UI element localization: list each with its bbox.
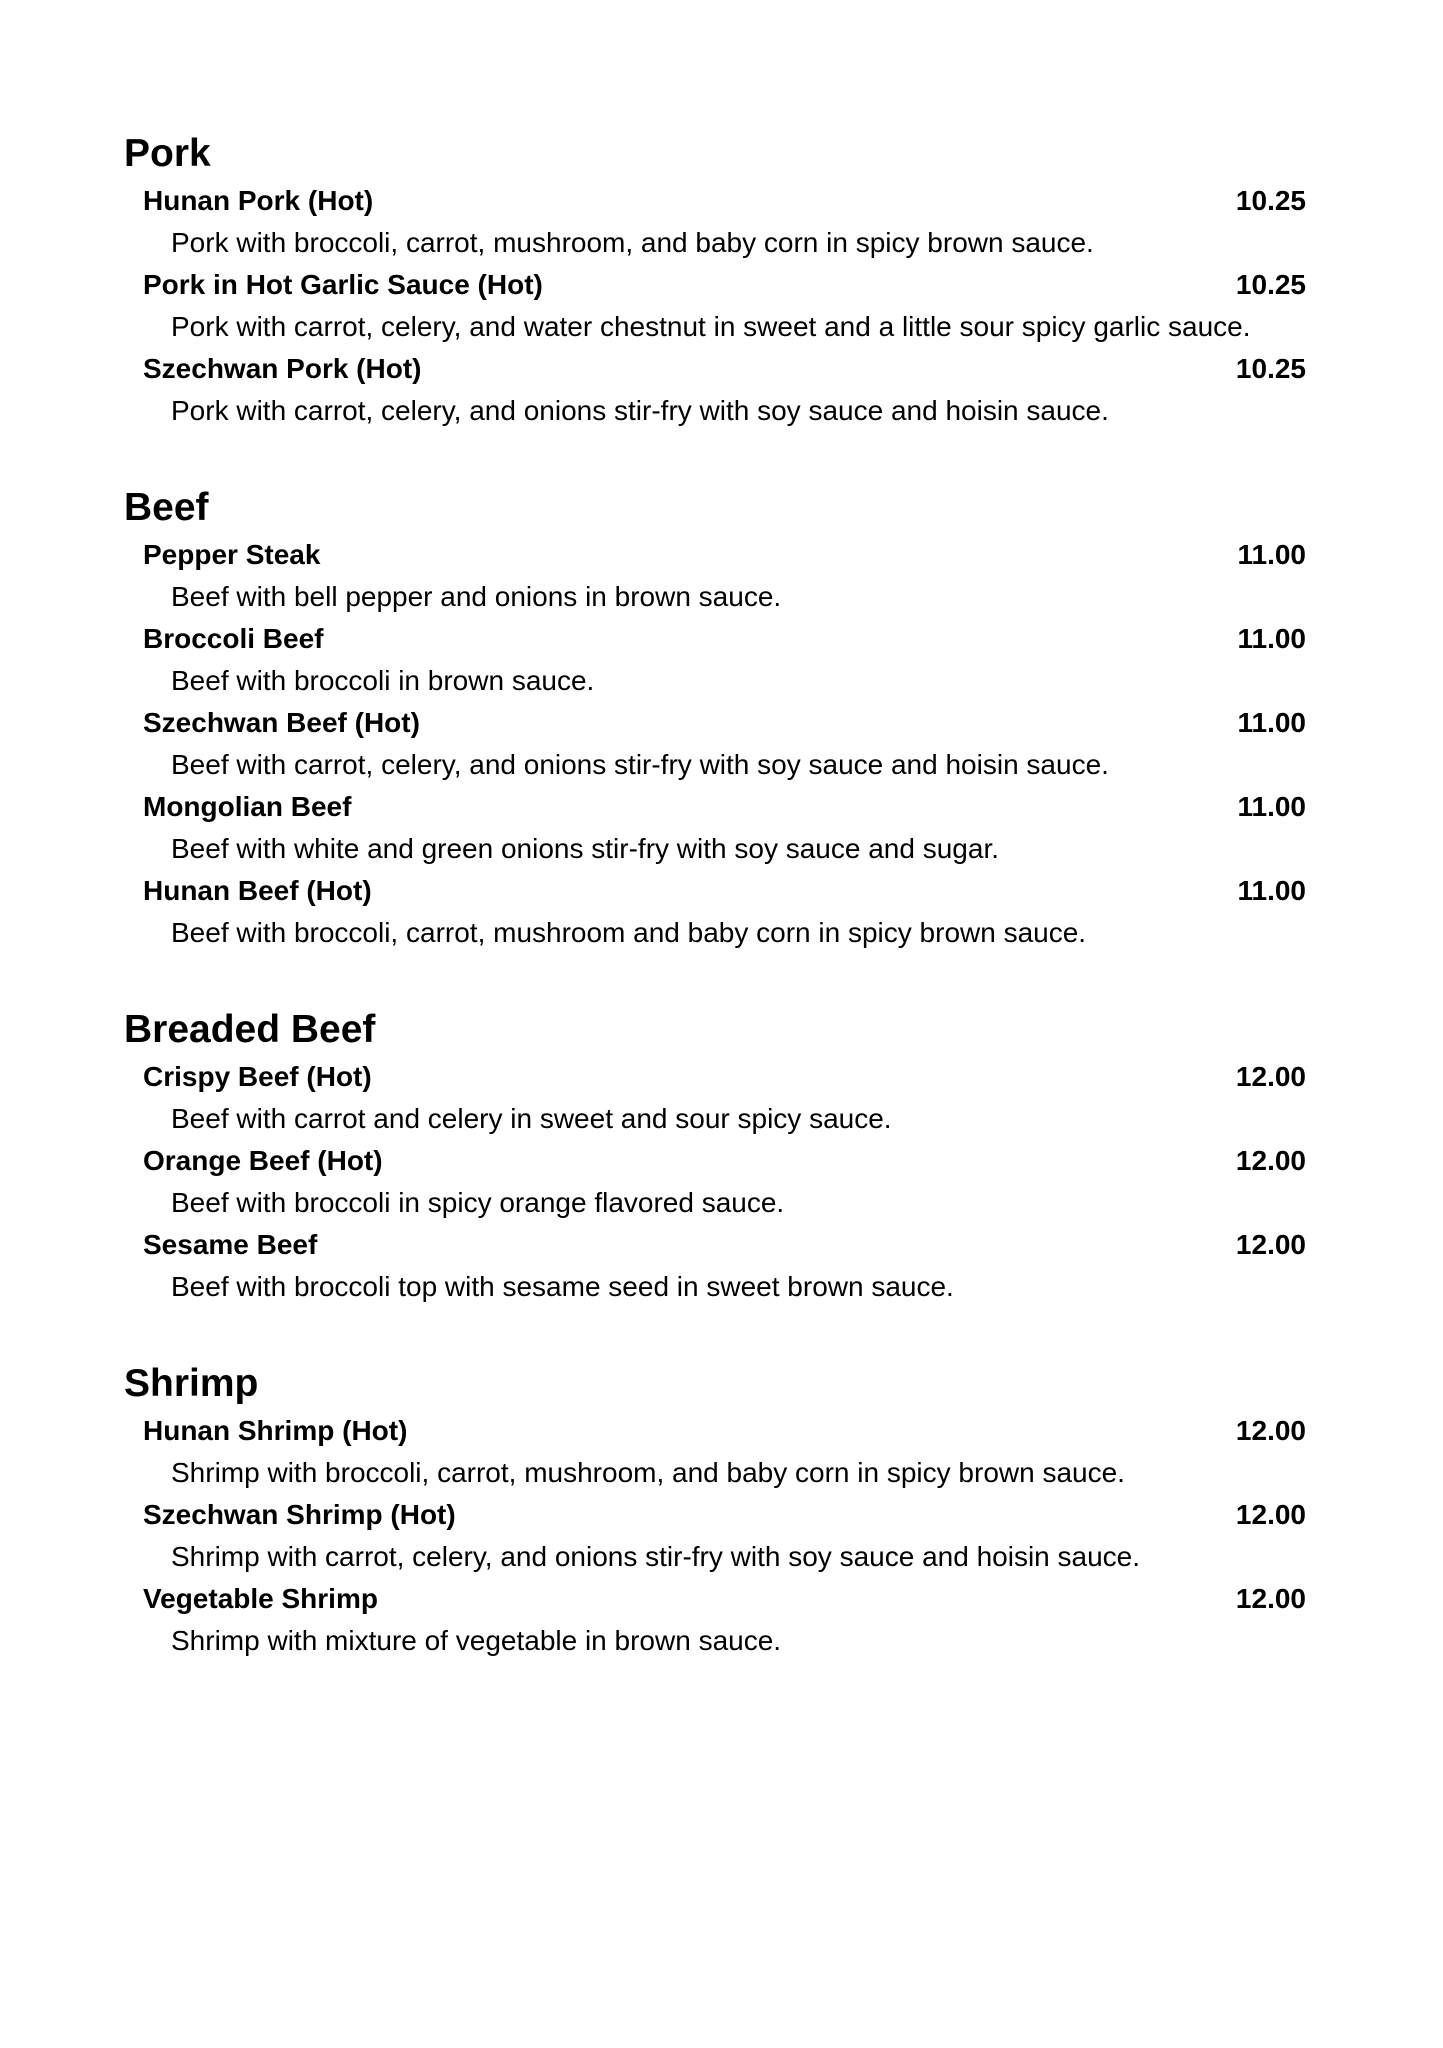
menu-item-header xyxy=(124,1140,1306,1182)
menu-item-header xyxy=(124,1494,1306,1536)
menu-item xyxy=(124,870,1306,954)
item-description: Beef with broccoli in brown sauce. xyxy=(171,665,595,696)
item-name: Sesame Beef xyxy=(143,1229,318,1260)
item-price: 12.00 xyxy=(1235,1415,1306,1446)
item-description: Beef with white and green onions stir-fry with soy sauce and sugar. xyxy=(171,833,999,864)
item-price: 10.25 xyxy=(1235,269,1306,300)
menu-section-beef xyxy=(124,482,1306,954)
menu-item xyxy=(124,534,1306,618)
item-price: 12.00 xyxy=(1235,1061,1306,1092)
menu-item-header xyxy=(124,702,1306,744)
menu-item xyxy=(124,702,1306,786)
menu-section-shrimp xyxy=(124,1358,1306,1662)
menu-item xyxy=(124,348,1306,432)
menu-item xyxy=(124,1494,1306,1578)
menu-item xyxy=(124,180,1306,264)
item-price: 11.00 xyxy=(1237,539,1306,570)
menu-item-header xyxy=(124,1056,1306,1098)
menu-section-pork xyxy=(124,128,1306,432)
menu-item-header xyxy=(124,348,1306,390)
item-description: Beef with bell pepper and onions in brown sauce. xyxy=(171,581,782,612)
item-name: Pepper Steak xyxy=(143,539,321,570)
menu-page xyxy=(124,128,1306,1712)
item-description: Shrimp with broccoli, carrot, mushroom, and baby corn in spicy brown sauce. xyxy=(171,1457,1125,1488)
item-price: 11.00 xyxy=(1237,791,1306,822)
item-price: 12.00 xyxy=(1235,1229,1306,1260)
menu-item-header xyxy=(124,534,1306,576)
item-name: Orange Beef (Hot) xyxy=(143,1145,383,1176)
item-price: 12.00 xyxy=(1235,1145,1306,1176)
item-description: Beef with carrot and celery in sweet and sour spicy sauce. xyxy=(171,1103,892,1134)
menu-item xyxy=(124,1410,1306,1494)
menu-item-header xyxy=(124,786,1306,828)
item-price: 12.00 xyxy=(1235,1583,1306,1614)
item-price: 10.25 xyxy=(1235,353,1306,384)
item-description: Beef with broccoli in spicy orange flavored sauce. xyxy=(171,1187,785,1218)
menu-item-header xyxy=(124,264,1306,306)
menu-item-header xyxy=(124,180,1306,222)
item-name: Hunan Shrimp (Hot) xyxy=(143,1415,408,1446)
item-name: Broccoli Beef xyxy=(143,623,324,654)
item-description: Beef with broccoli, carrot, mushroom and baby corn in spicy brown sauce. xyxy=(171,917,1087,948)
item-description: Pork with carrot, celery, and water chestnut in sweet and a little sour spicy garlic sauce. xyxy=(171,311,1251,342)
item-description: Shrimp with mixture of vegetable in brown sauce. xyxy=(171,1625,782,1656)
menu-item-header xyxy=(124,618,1306,660)
menu-item-header xyxy=(124,870,1306,912)
item-name: Pork in Hot Garlic Sauce (Hot) xyxy=(143,269,543,300)
item-name: Hunan Pork (Hot) xyxy=(143,185,374,216)
menu-item xyxy=(124,786,1306,870)
menu-item xyxy=(124,1578,1306,1662)
section-title: Shrimp xyxy=(124,1362,259,1405)
menu-section-breaded-beef xyxy=(124,1004,1306,1308)
item-description: Beef with carrot, celery, and onions stir-fry with soy sauce and hoisin sauce. xyxy=(171,749,1109,780)
menu-item xyxy=(124,264,1306,348)
item-price: 11.00 xyxy=(1237,875,1306,906)
item-price: 12.00 xyxy=(1235,1499,1306,1530)
section-title: Beef xyxy=(124,486,209,529)
menu-item xyxy=(124,618,1306,702)
menu-item xyxy=(124,1056,1306,1140)
item-name: Crispy Beef (Hot) xyxy=(143,1061,372,1092)
section-title: Pork xyxy=(124,132,211,175)
menu-item-header xyxy=(124,1410,1306,1452)
item-price: 10.25 xyxy=(1235,185,1306,216)
item-description: Beef with broccoli top with sesame seed in sweet brown sauce. xyxy=(171,1271,954,1302)
item-name: Szechwan Shrimp (Hot) xyxy=(143,1499,456,1530)
item-description: Pork with carrot, celery, and onions stir-fry with soy sauce and hoisin sauce. xyxy=(171,395,1109,426)
menu-item-header xyxy=(124,1224,1306,1266)
item-name: Szechwan Pork (Hot) xyxy=(143,353,422,384)
item-description: Shrimp with carrot, celery, and onions stir-fry with soy sauce and hoisin sauce. xyxy=(171,1541,1141,1572)
item-description: Pork with broccoli, carrot, mushroom, and baby corn in spicy brown sauce. xyxy=(171,227,1094,258)
item-name: Vegetable Shrimp xyxy=(143,1583,378,1614)
menu-item-header xyxy=(124,1578,1306,1620)
item-name: Hunan Beef (Hot) xyxy=(143,875,372,906)
item-name: Mongolian Beef xyxy=(143,791,352,822)
menu-item xyxy=(124,1140,1306,1224)
item-name: Szechwan Beef (Hot) xyxy=(143,707,420,738)
item-price: 11.00 xyxy=(1237,623,1306,654)
menu-item xyxy=(124,1224,1306,1308)
section-title: Breaded Beef xyxy=(124,1008,376,1051)
item-price: 11.00 xyxy=(1237,707,1306,738)
